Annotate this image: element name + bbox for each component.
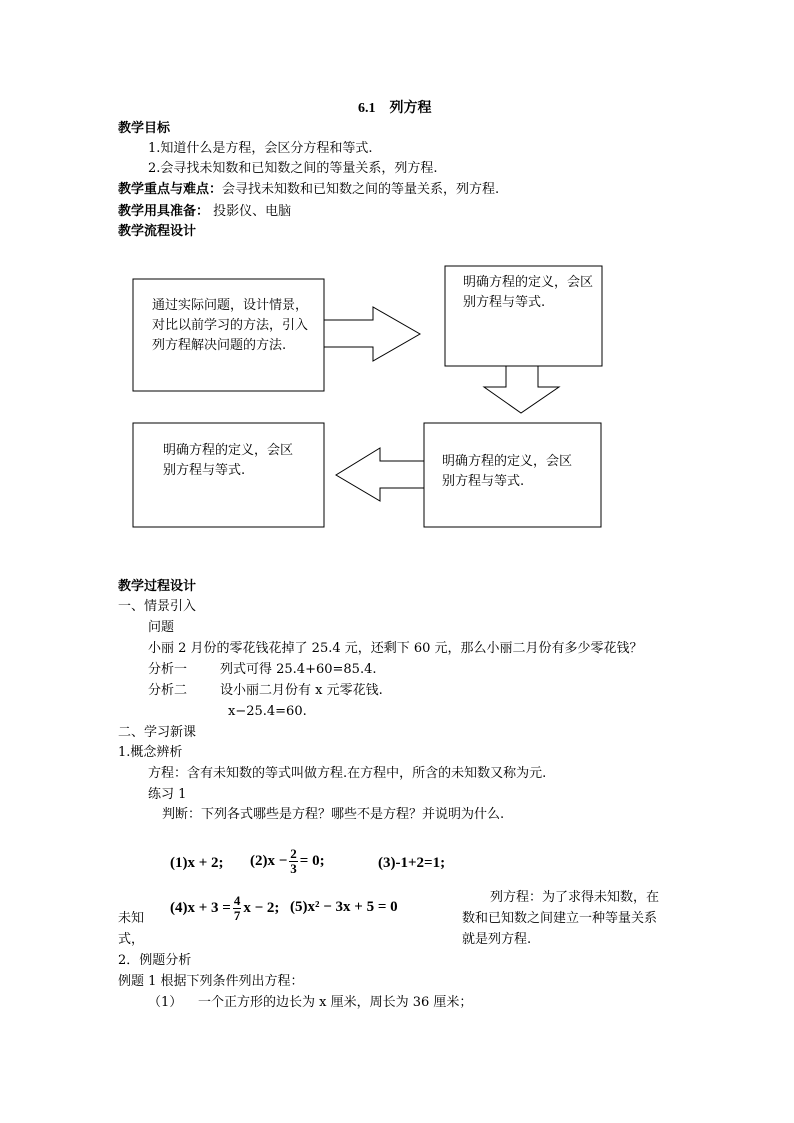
analysis-2-text: 设小丽二月份有 x 元零花钱.: [220, 683, 383, 698]
page-title: 6.1 列方程: [358, 101, 432, 116]
objective-item: 2.会寻找未知数和已知数之间的等量关系，列方程.: [148, 161, 438, 176]
analysis-2-label: 分析二: [148, 683, 188, 698]
objective-item: 1.知道什么是方程，会区分方程和等式.: [148, 141, 373, 156]
denominator: 3: [290, 861, 297, 876]
formula-2: [250, 847, 325, 876]
fraction: [233, 894, 242, 923]
equation-text: x−25.4=60.: [228, 704, 307, 719]
exercise-label: 练习 1: [148, 787, 187, 802]
analysis-1-text: 列式可得 25.4+60=85.4.: [220, 662, 377, 677]
example-1-item-number: （1）: [148, 995, 183, 1010]
exercise-prompt: 判断：下列各式哪些是方程？哪些不是方程？并说明为什么.: [162, 807, 505, 822]
side-note-line: 数和已知数之间建立一种等量关系: [462, 911, 658, 926]
process-heading: 教学过程设计: [118, 579, 197, 594]
tools-label: 教学用具准备：: [118, 204, 210, 219]
formula-5: (5)x² − 3x + 5 = 0: [290, 899, 398, 915]
side-note-line: 就是列方程.: [462, 932, 532, 947]
formula-1: (1)x + 2;: [170, 855, 224, 871]
arrow-down-icon: [484, 366, 559, 413]
fraction: [289, 847, 298, 876]
side-left-text: 式，: [118, 932, 145, 947]
flow-box-2-text: 明确方程的定义，会区别方程与等式.: [463, 275, 594, 310]
arrow-right-icon: [324, 307, 420, 361]
formula-4-rhs: x − 2;: [243, 899, 280, 916]
denominator: 7: [233, 908, 241, 923]
formula-2-lhs: (2)x −: [250, 852, 288, 869]
arrow-left-icon: [336, 448, 424, 501]
key-points-label: 教学重点与难点：: [118, 182, 223, 197]
side-note-line: 列方程：为了求得未知数，在: [490, 890, 660, 905]
examples-heading: 2．例题分析: [118, 953, 192, 968]
question-label: 问题: [148, 620, 175, 635]
tools-text: 投影仪、电脑: [213, 204, 292, 219]
flow-diagram: [0, 0, 794, 560]
formula-2-rhs: = 0;: [299, 852, 325, 869]
flow-box-4-text: 明确方程的定义，会区别方程与等式.: [163, 443, 294, 478]
definition-text: 方程：含有未知数的等式叫做方程.在方程中，所含的未知数又称为元.: [148, 766, 547, 781]
side-left-text: 未知: [118, 911, 145, 926]
question-text: 小丽 2 月份的零花钱花掉了 25.4 元，还剩下 60 元，那么小丽二月份有多少零花钱？: [148, 641, 643, 656]
concept-heading: 1.概念辨析: [118, 745, 183, 760]
key-points-text: 会寻找未知数和已知数之间的等量关系，列方程.: [222, 182, 500, 197]
example-1-item: 一个正方形的边长为 x 厘米，周长为 36 厘米；: [198, 995, 473, 1010]
flow-box-3-text: 明确方程的定义，会区别方程与等式.: [442, 454, 573, 489]
formula-3: (3)-1+2=1;: [378, 855, 446, 871]
flow-heading: 教学流程设计: [118, 224, 197, 239]
objectives-heading: 教学目标: [118, 121, 171, 136]
section-heading: 一、情景引入: [118, 599, 197, 614]
formula-4-lhs: (4)x + 3 =: [170, 899, 231, 916]
example-1: 例题 1 根据下列条件列出方程：: [118, 974, 304, 989]
numerator: 4: [233, 893, 241, 908]
section-heading: 二、学习新课: [118, 725, 197, 740]
formula-4: [170, 894, 279, 923]
flow-box-1-text: 通过实际问题，设计情景，对比以前学习的方法，引入列方程解决问题的方法.: [152, 298, 309, 353]
numerator: 2: [290, 846, 297, 861]
analysis-1-label: 分析一: [148, 662, 188, 677]
